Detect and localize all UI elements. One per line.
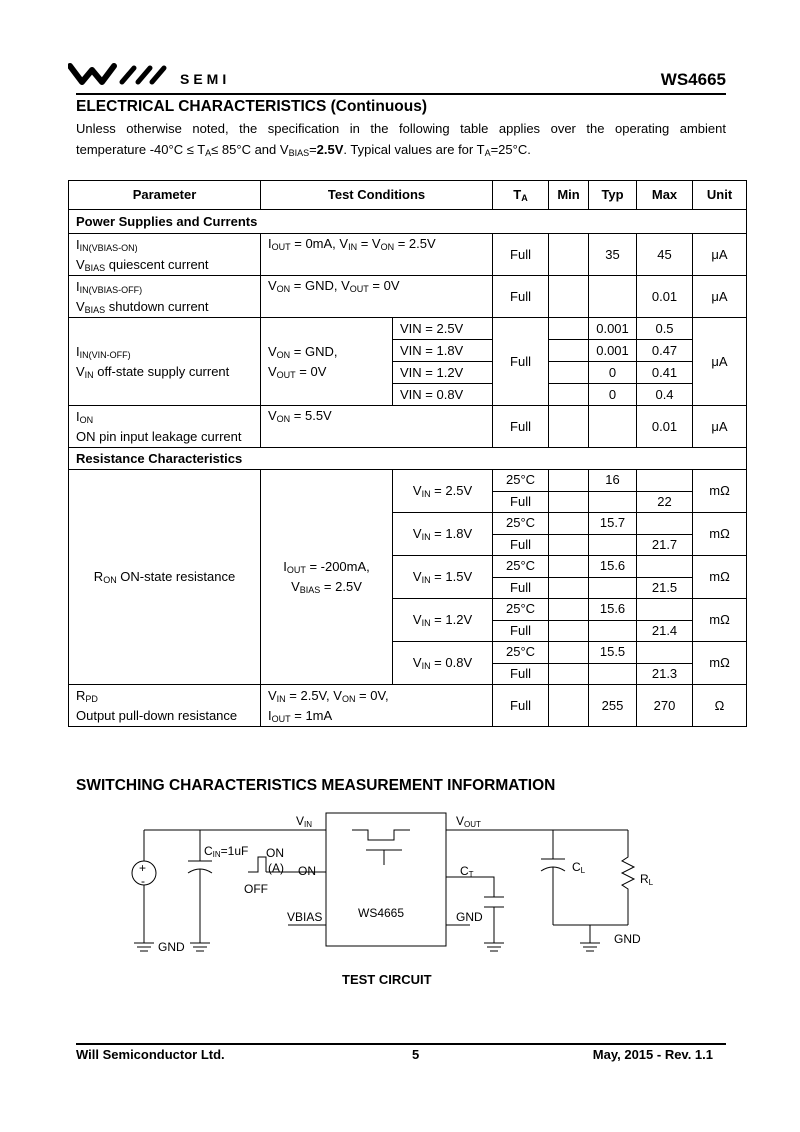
footer-company: Will Semiconductor Ltd. [76, 1047, 225, 1062]
header-ta: $T_A$ [493, 181, 549, 210]
label-cin: CIN=1uF [204, 844, 249, 859]
table-subrow: Full 21.3 [69, 663, 747, 685]
section-row-power: Power Supplies and Currents [69, 210, 747, 234]
table-subrow: Full 21.5 [69, 577, 747, 599]
table-subrow: $V_{IN} = 1.5V$ 25°C 15.6 mΩ [69, 556, 747, 578]
source-plus: + [139, 861, 147, 875]
intro-line-1: Unless otherwise noted, the specification in the following table applies over the operating ambient [76, 121, 726, 136]
param-cell: $R_{ON}$ ON-state resistance [69, 470, 261, 685]
intro-paragraph [76, 118, 726, 160]
table-header-row [69, 181, 747, 210]
logo-text: SEMI [180, 71, 231, 87]
param-cell: $R_{PD}$ Output pull-down resistance [69, 685, 261, 727]
header-min: Min [549, 181, 589, 210]
label-gnd-right: GND [614, 932, 641, 946]
param-cell: $I_{IN(VBIAS-ON)}$ $V_{BIAS}$ quiescent current [69, 234, 261, 276]
condition-cell: $V_{IN} = 2.5V$, $V_{ON} = 0V$, $I_{OUT} = 1mA$ [261, 685, 493, 727]
param-cell: $I_{IN(VIN-OFF)}$ $V_{IN}$ off-state supply current [69, 318, 261, 406]
label-rl: RL [640, 872, 654, 887]
label-cl: CL [572, 860, 586, 875]
company-logo [68, 60, 268, 90]
footer-rule [76, 1043, 726, 1045]
table-row: $I_{IN(VBIAS-OFF)}$ $V_{BIAS}$ shutdown current $V_{ON}$ = GND, $V_{OUT} = 0V$ Full 0.01 μA [69, 276, 747, 318]
section-title-electrical: ELECTRICAL CHARACTERISTICS (Continuous) [76, 98, 428, 115]
footer-date-revision: May, 2015 - Rev. 1.1 [592, 1047, 713, 1062]
footer-page-number: 5 [412, 1047, 420, 1062]
table-subrow: VIN = 0.8V 0 0.4 [69, 384, 747, 406]
header-parameter: Parameter [69, 181, 261, 210]
intro-line-2: temperature $-40^\circ C \le T_A\le 85^\circ C$ and $V_{BIAS}=2.5V$. Typical values are for $T_A=25^\circ C$. [76, 142, 531, 158]
label-ct: CT [460, 864, 474, 879]
label-off-level: OFF [244, 882, 268, 896]
header-rule [76, 93, 726, 95]
label-vout: VOUT [456, 814, 481, 829]
pin-gnd-label: GND [456, 910, 483, 924]
table-row: $R_{ON}$ ON-state resistance $I_{OUT} = -200mA$, $V_{BIAS} = 2.5V$ $V_{IN} = 2.5V$ 25°C 16 mΩ [69, 470, 747, 492]
header-conditions: Test Conditions [261, 181, 493, 210]
table-row: $I_{IN(VIN-OFF)}$ $V_{IN}$ off-state supply current $V_{ON}$ = GND, $V_{OUT} = 0V$ VIN = 2.5V Full 0.001 0.5 μA [69, 318, 747, 340]
table-subrow: $V_{IN} = 1.2V$ 25°C 15.6 mΩ [69, 599, 747, 621]
table-subrow: $V_{IN} = 1.8V$ 25°C 15.7 mΩ [69, 513, 747, 535]
section-row-resistance: Resistance Characteristics [69, 448, 747, 470]
table-subrow: Full 21.7 [69, 534, 747, 556]
chip-label: WS4665 [358, 906, 405, 920]
header-typ: Typ [589, 181, 637, 210]
param-cell: $I_{ON}$ ON pin input leakage current [69, 406, 261, 448]
table-subrow: VIN = 1.2V 0 0.41 [69, 362, 747, 384]
label-gnd-left: GND [158, 940, 185, 954]
label-a: (A) [268, 861, 284, 875]
pin-on-label: ON [298, 864, 316, 878]
table-row: $R_{PD}$ Output pull-down resistance $V_{IN} = 2.5V$, $V_{ON} = 0V$, $I_{OUT} = 1mA$ Full 255 270 Ω [69, 685, 747, 727]
part-number: WS4665 [660, 70, 726, 89]
header-unit: Unit [693, 181, 747, 210]
label-vin: VIN [296, 814, 313, 829]
source-minus: - [141, 874, 145, 888]
circuit-caption: TEST CIRCUIT [342, 972, 432, 987]
table-subrow: $V_{IN} = 0.8V$ 25°C 15.5 mΩ [69, 642, 747, 664]
spec-table [68, 180, 747, 727]
table-subrow: VIN = 1.8V 0.001 0.47 [69, 340, 747, 362]
pin-vbias-label: VBIAS [287, 910, 323, 924]
condition-cell: $I_{OUT} = -200mA$, $V_{BIAS} = 2.5V$ [261, 470, 393, 685]
section-title-switching: SWITCHING CHARACTERISTICS MEASUREMENT INFORMATION [76, 777, 556, 794]
condition-cell: $V_{ON}$ = GND, $V_{OUT} = 0V$ [261, 318, 393, 406]
condition-cell: $V_{ON} = 5.5V$ [261, 406, 493, 448]
header-max: Max [637, 181, 693, 210]
condition-cell: $V_{ON}$ = GND, $V_{OUT} = 0V$ [261, 276, 493, 318]
table-subrow: Full 21.4 [69, 620, 747, 642]
test-circuit-diagram [120, 805, 680, 965]
label-on-level: ON [266, 846, 284, 860]
condition-cell: $I_{OUT} = 0mA$, $V_{IN} = V_{ON} = 2.5V$ [261, 234, 493, 276]
table-row: $I_{ON}$ ON pin input leakage current $V_{ON} = 5.5V$ Full 0.01 μA [69, 406, 747, 448]
table-subrow: Full 22 [69, 491, 747, 513]
table-row: $I_{IN(VBIAS-ON)}$ $V_{BIAS}$ quiescent current $I_{OUT} = 0mA$, $V_{IN} = V_{ON} = 2.5V$ Full 35 45 μA [69, 234, 747, 276]
param-cell: $I_{IN(VBIAS-OFF)}$ $V_{BIAS}$ shutdown current [69, 276, 261, 318]
